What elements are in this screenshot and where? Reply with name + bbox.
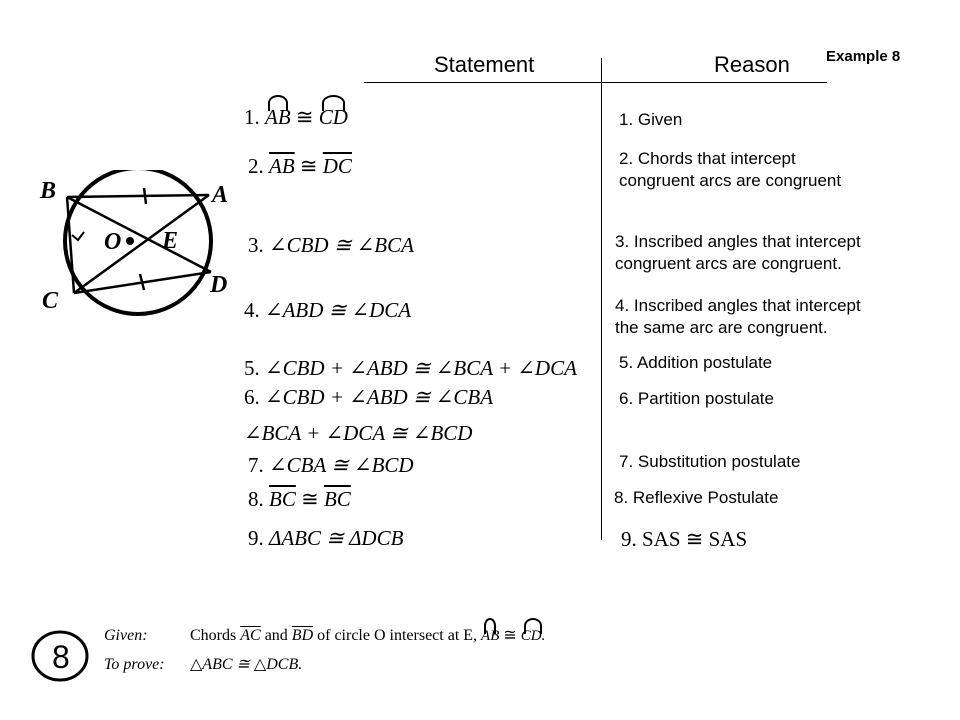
chord-ba	[67, 195, 209, 197]
angle-mark	[72, 232, 84, 240]
label-c: C	[42, 288, 59, 314]
statement-4: 4. ∠ABD ≅ ∠DCA	[244, 298, 412, 322]
reason-4: 4. Inscribed angles that intercept the same arc are congruent.	[615, 296, 861, 337]
reason-9: 9. SAS ≅ SAS	[621, 527, 748, 551]
reason-3: 3. Inscribed angles that intercept congruent arcs are congruent.	[615, 232, 861, 273]
center-point	[126, 237, 134, 245]
statement-5: 5. ∠CBD + ∠ABD ≅ ∠BCA + ∠DCA	[244, 356, 577, 380]
reason-2: 2. Chords that intercept congruent arcs are congruent	[619, 149, 842, 190]
statement-9: 9. ΔABC ≅ ΔDCB	[248, 526, 404, 550]
example-label: Example 8	[826, 48, 901, 65]
label-e: E	[162, 228, 179, 254]
tick-mark-ab	[144, 188, 146, 204]
reason-7: 7. Substitution postulate	[619, 452, 801, 471]
table-vertical-rule	[601, 58, 602, 540]
given-line: Given: Chords $\overline{AC}$ and $\overline{BD}$ of circle O intersect at E, AB ≅ CD.	[104, 627, 546, 644]
circle-diagram	[34, 170, 240, 336]
prove-line: To prove: △ABC ≅ △DCB.	[104, 656, 303, 673]
statement-1: 1. AB ≅ CD	[244, 105, 348, 129]
label-o: O	[104, 229, 122, 255]
statement-7: 7. ∠CBA ≅ ∠BCD	[248, 453, 414, 477]
statement-6-continued: ∠BCA + ∠DCA ≅ ∠BCD	[244, 421, 473, 445]
statement-8: 8. $\overline{BC}$ ≅ $\overline{BC}$	[248, 487, 351, 511]
given-label: Given:	[104, 627, 148, 644]
label-b: B	[40, 178, 57, 204]
statement-2: 2. $\overline{AB}$ ≅ $\overline{DC}$	[248, 154, 352, 178]
reason-5: 5. Addition postulate	[619, 353, 773, 372]
reason-6: 6. Partition postulate	[619, 389, 774, 408]
reason-8: 8. Reflexive Postulate	[614, 488, 779, 507]
label-d: D	[210, 272, 228, 298]
prove-label: To prove:	[104, 656, 165, 673]
statement-6: 6. ∠CBD + ∠ABD ≅ ∠CBA	[244, 385, 494, 409]
problem-number: 8	[52, 639, 70, 675]
problem-number-circle	[30, 628, 92, 684]
reason-1: 1. Given	[619, 110, 683, 129]
table-horizontal-rule	[364, 82, 827, 83]
circle-o	[65, 170, 211, 314]
reason-header: Reason	[714, 52, 790, 77]
label-a: A	[212, 182, 229, 208]
statement-header: Statement	[434, 52, 535, 77]
statement-3: 3. ∠CBD ≅ ∠BCA	[248, 233, 414, 257]
